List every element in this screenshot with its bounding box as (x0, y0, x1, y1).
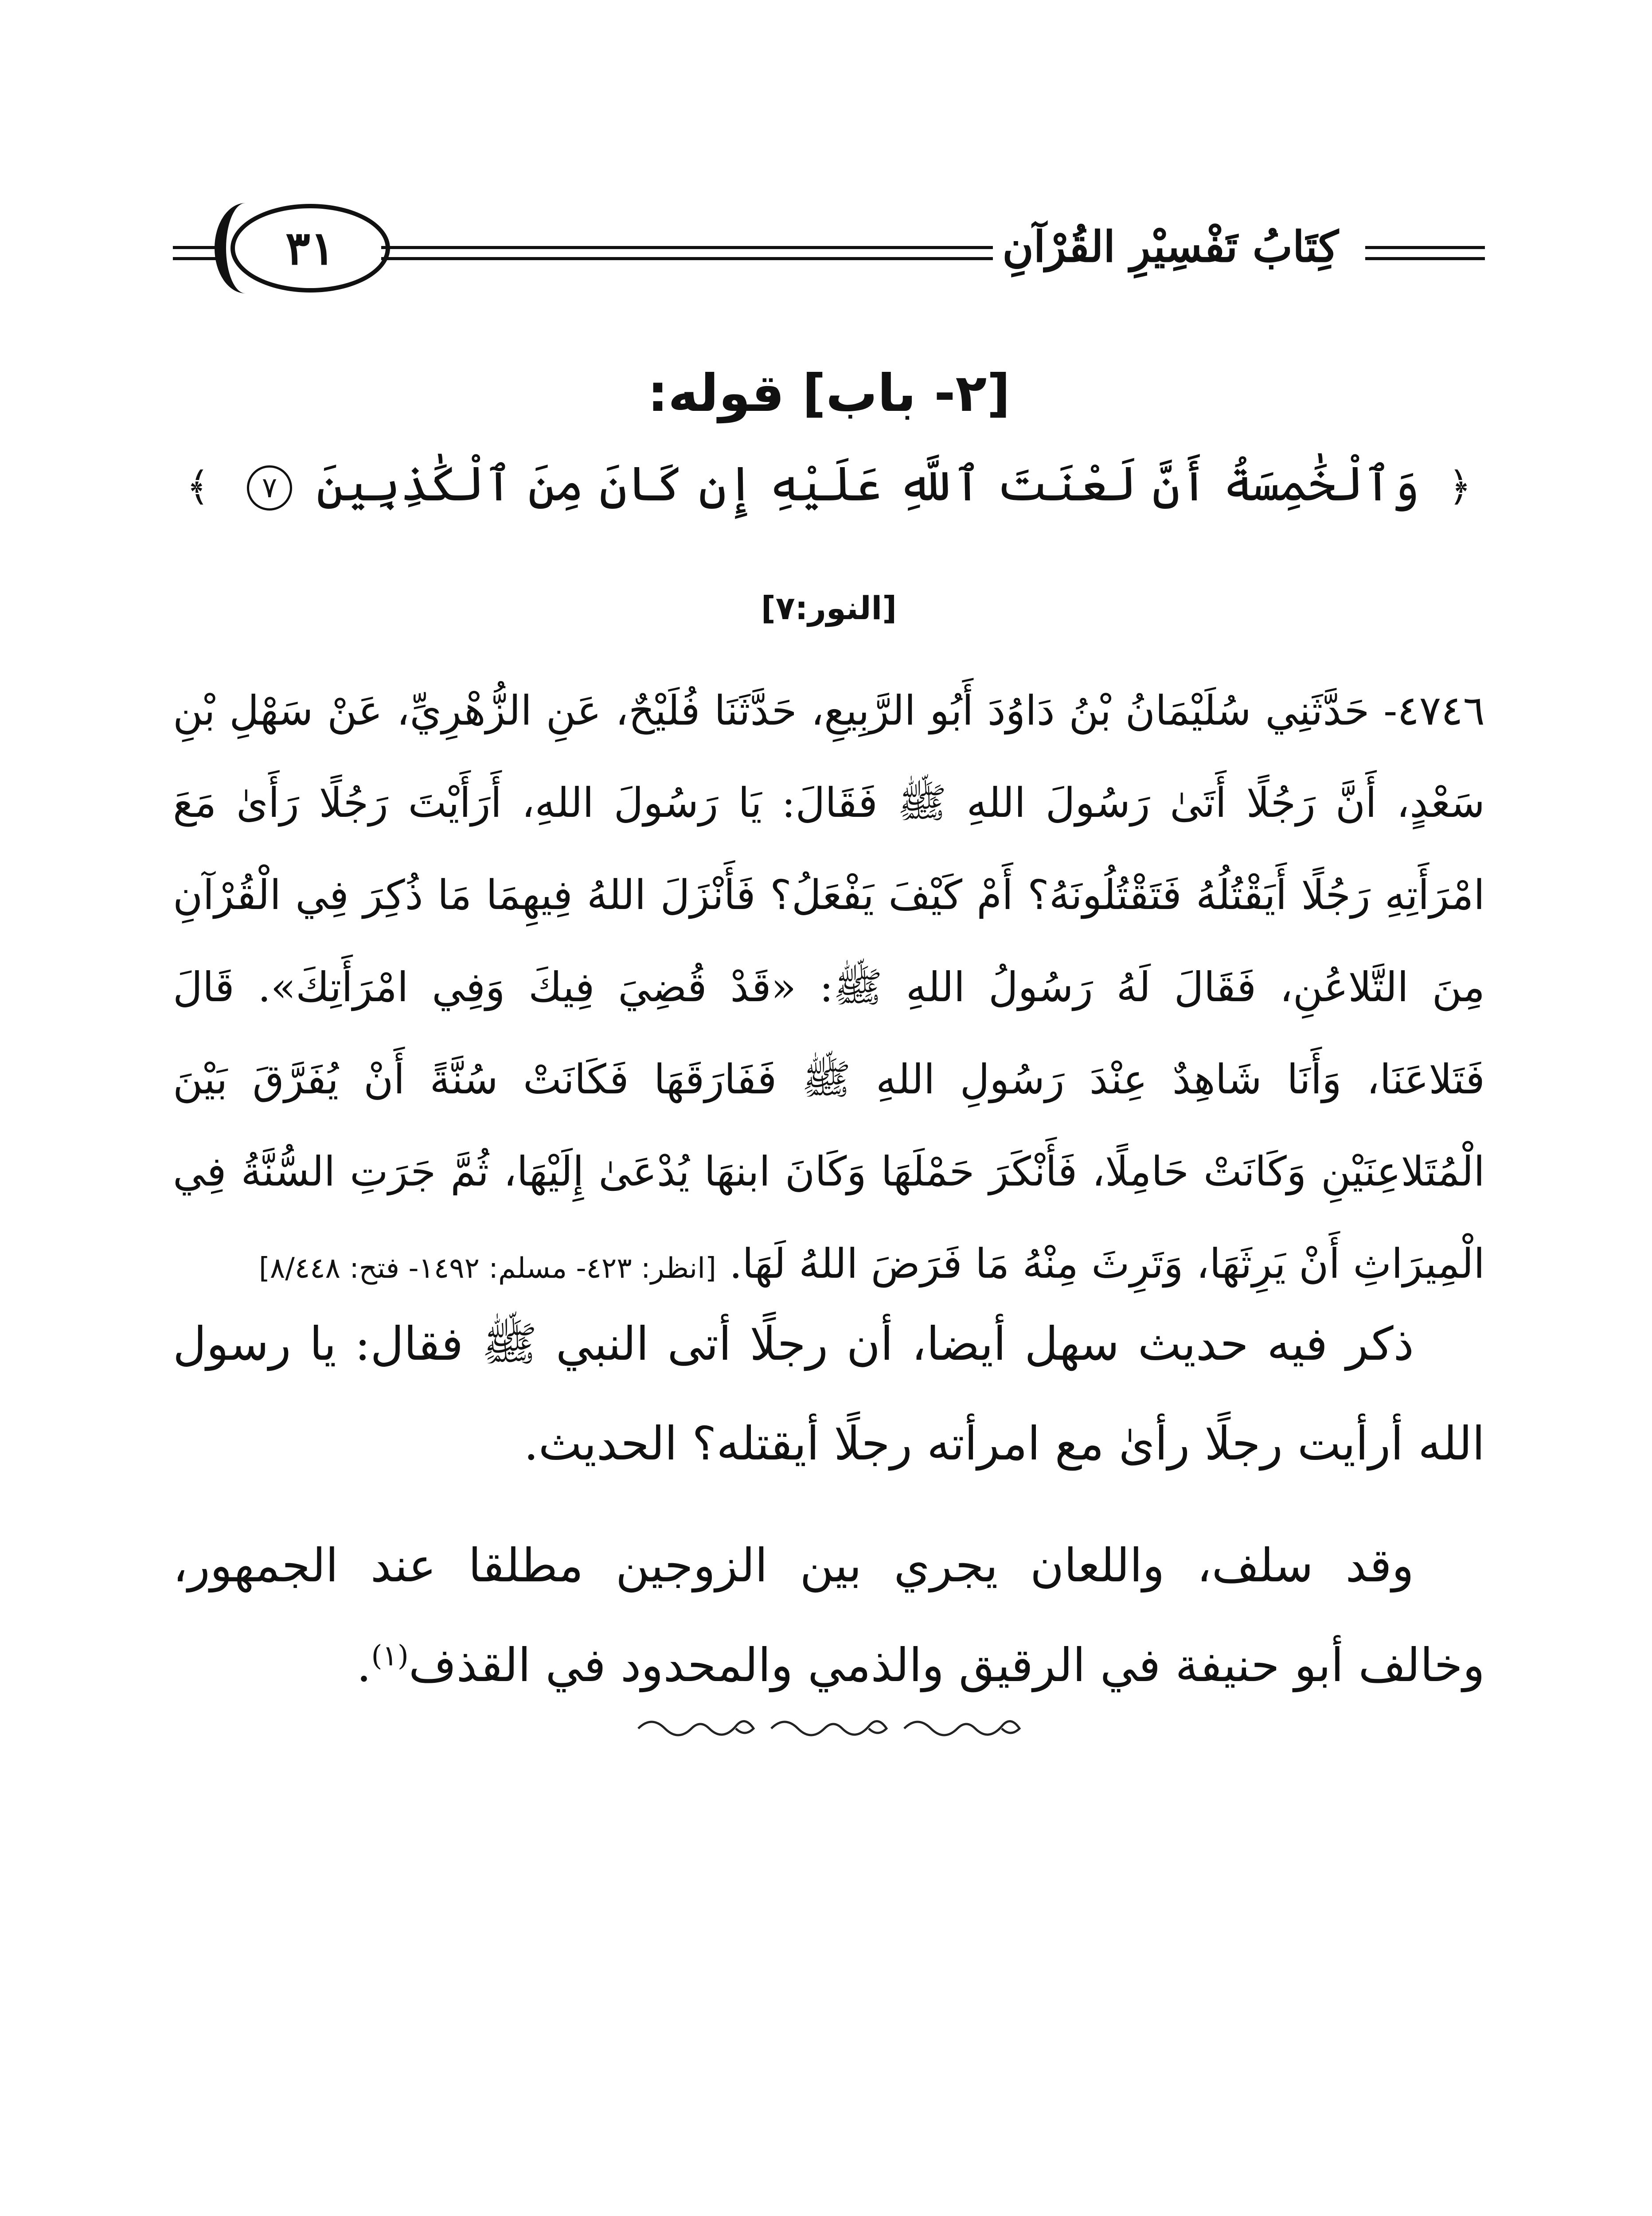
ornamental-separator (173, 1711, 1485, 1754)
hadith-text-block (173, 665, 1485, 1315)
footnote-reference-marker[interactable]: (١) (371, 1639, 409, 1673)
commentary-text-2-end: . (356, 1638, 371, 1692)
page-number: ٣١ (285, 221, 335, 275)
page-number-badge (230, 204, 390, 293)
ayah-number-marker: ٧ (247, 465, 292, 511)
header-rule-left-bottom (173, 257, 222, 260)
commentary-text-2: وقد سلف، واللعان يجري بين الزوجين مطلقا عند الجمهور، وخالف أبو حنيفة في الرقيق والذمي والمحدود في القذف (173, 1538, 1485, 1692)
header-rule-middle-top (381, 246, 993, 249)
chapter-heading: [٢- باب] قوله: (647, 363, 1011, 423)
quran-verse (173, 456, 1485, 512)
commentary-text-2-wrapper (173, 1516, 1485, 1715)
header-rule-left-top (173, 246, 222, 249)
verse-text: وَٱلْخَٰمِسَةُ أَنَّ لَعْنَتَ ٱللَّهِ عَلَيْهِ إِن كَانَ مِنَ ٱلْكَٰذِبِينَ (316, 456, 1420, 512)
commentary-paragraph-2 (173, 1516, 1485, 1715)
hadith-text: ٤٧٤٦- حَدَّثَنِي سُلَيْمَانُ بْنُ دَاوُدَ أَبُو الرَّبِيعِ، حَدَّثَنَا فُلَيْحٌ، عَنِ الزُّهْرِيِّ، عَنْ سَهْلِ بْنِ سَعْدٍ، أَنَّ رَجُلًا أَتَىٰ رَسُولَ اللهِ ﷺ فَقَالَ: يَا رَسُولَ اللهِ، أَرَأَيْتَ رَجُلًا رَأَىٰ مَعَ امْرَأَتِهِ رَجُلًا أَيَقْتُلُهُ فَتَقْتُلُونَهُ؟ أَمْ كَيْفَ يَفْعَلُ؟ فَأَنْزَلَ اللهُ فِيهِمَا مَا ذُكِرَ فِي الْقُرْآنِ مِنَ التَّلاعُنِ، فَقَالَ لَهُ رَسُولُ اللهِ ﷺ: «قَدْ قُضِيَ فِيكَ وَفِي امْرَأَتِكَ». قَالَ فَتَلاعَنَا، وَأَنَا شَاهِدٌ عِنْدَ رَسُولِ اللهِ ﷺ فَفَارَقَهَا فَكَانَتْ سُنَّةً أَنْ يُفَرَّقَ بَيْنَ الْمُتَلاعِنَيْنِ وَكَانَتْ حَامِلًا، فَأَنْكَرَ حَمْلَهَا وَكَانَ ابنهَا يُدْعَىٰ إِلَيْهَا، ثُمَّ جَرَتِ السُّنَّةُ فِي الْمِيرَاثِ أَنْ يَرِثَهَا، وَتَرِثَ مِنْهُ مَا فَرَضَ اللهُ لَهَا. (173, 687, 1485, 1287)
header-rule-middle-bottom (381, 257, 993, 260)
commentary-text-1: ذكر فيه حديث سهل أيضا، أن رجلًا أتى النبي ﷺ فقال: يا رسول الله أرأيت رجلًا رأىٰ مع امرأته رجلًا أيقتله؟ الحديث. (173, 1317, 1485, 1471)
header-rule-right-bottom (1365, 257, 1485, 260)
hadith-reference: [انظر: ٤٢٣- مسلم: ١٤٩٢- فتح: ٨/٤٤٨] (258, 1252, 716, 1285)
verse-open-bracket: ﴿ (1448, 464, 1472, 510)
verse-close-bracket: ﴾ (186, 464, 210, 510)
book-title: كِتَابُ تَفْسِيْرِ القُرْآنِ (1002, 222, 1339, 272)
separator-ornament-icon (629, 1711, 1028, 1746)
page-header (173, 204, 1485, 306)
verse-reference: [النور:٧] (761, 589, 897, 627)
commentary-paragraph-1 (173, 1294, 1485, 1494)
header-rule-right-top (1365, 246, 1485, 249)
